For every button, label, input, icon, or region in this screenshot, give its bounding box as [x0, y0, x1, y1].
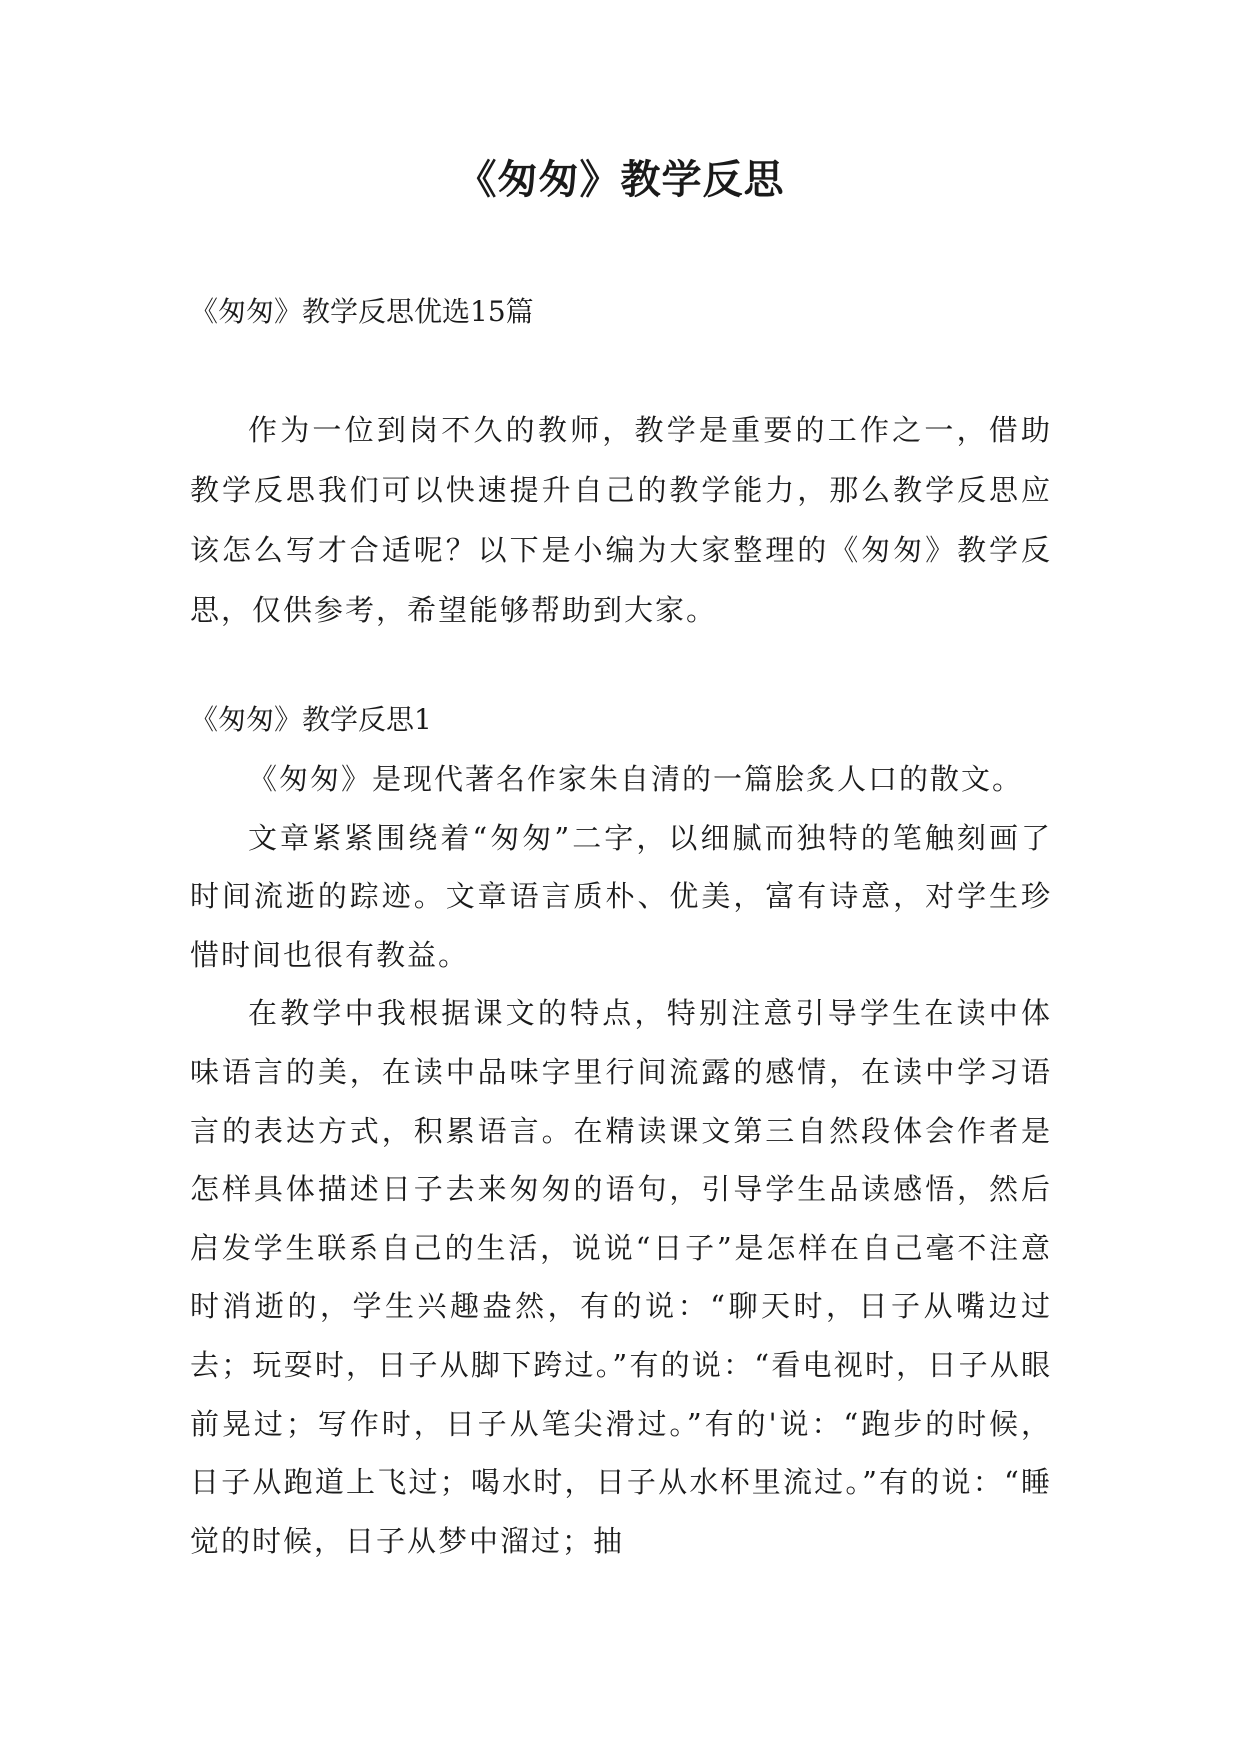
body-paragraph: 在教学中我根据课文的特点，特别注意引导学生在读中体味语言的美，在读中品味字里行间流露的感情，在读中学习语言的表达方式，积累语言。在精读课文第三自然段体会作者是怎样具体描述日子去来匆匆的语句，引导学生品读感悟，然后启发学生联系自己的生活，说说“日子”是怎样在自己毫不注意时消逝的，学生兴趣盎然，有的说：“聊天时，日子从嘴边过去；玩耍时，日子从脚下跨过。”有的说：“看电视时，日子从眼前晃过；写作时，日子从笔尖滑过。”有的'说：“跑步的时候，日子从跑道上飞过；喝水时，日子从水杯里流过。”有的说：“睡觉的时候，日子从梦中溜过；抽 [190, 996, 1052, 1558]
page-title: 《匆匆》教学反思 [456, 156, 785, 203]
intro-block [190, 400, 1052, 640]
intro-paragraph: 作为一位到岗不久的教师，教学是重要的工作之一，借助教学反思我们可以快速提升自己的教学能力，那么教学反思应该怎么写才合适呢？以下是小编为大家整理的《匆匆》教学反思，仅供参考，希望能够帮助到大家。 [190, 413, 1052, 627]
section-body [190, 750, 1052, 1570]
body-paragraph: 文章紧紧围绕着“匆匆”二字，以细腻而独特的笔触刻画了时间流逝的踪迹。文章语言质朴、优美，富有诗意，对学生珍惜时间也很有教益。 [190, 820, 1052, 972]
document-subtitle: 《匆匆》教学反思优选15篇 [190, 295, 534, 328]
section-heading: 《匆匆》教学反思1 [190, 703, 432, 736]
body-paragraph: 《匆匆》是现代著名作家朱自清的一篇脍炙人口的散文。 [248, 762, 1024, 796]
